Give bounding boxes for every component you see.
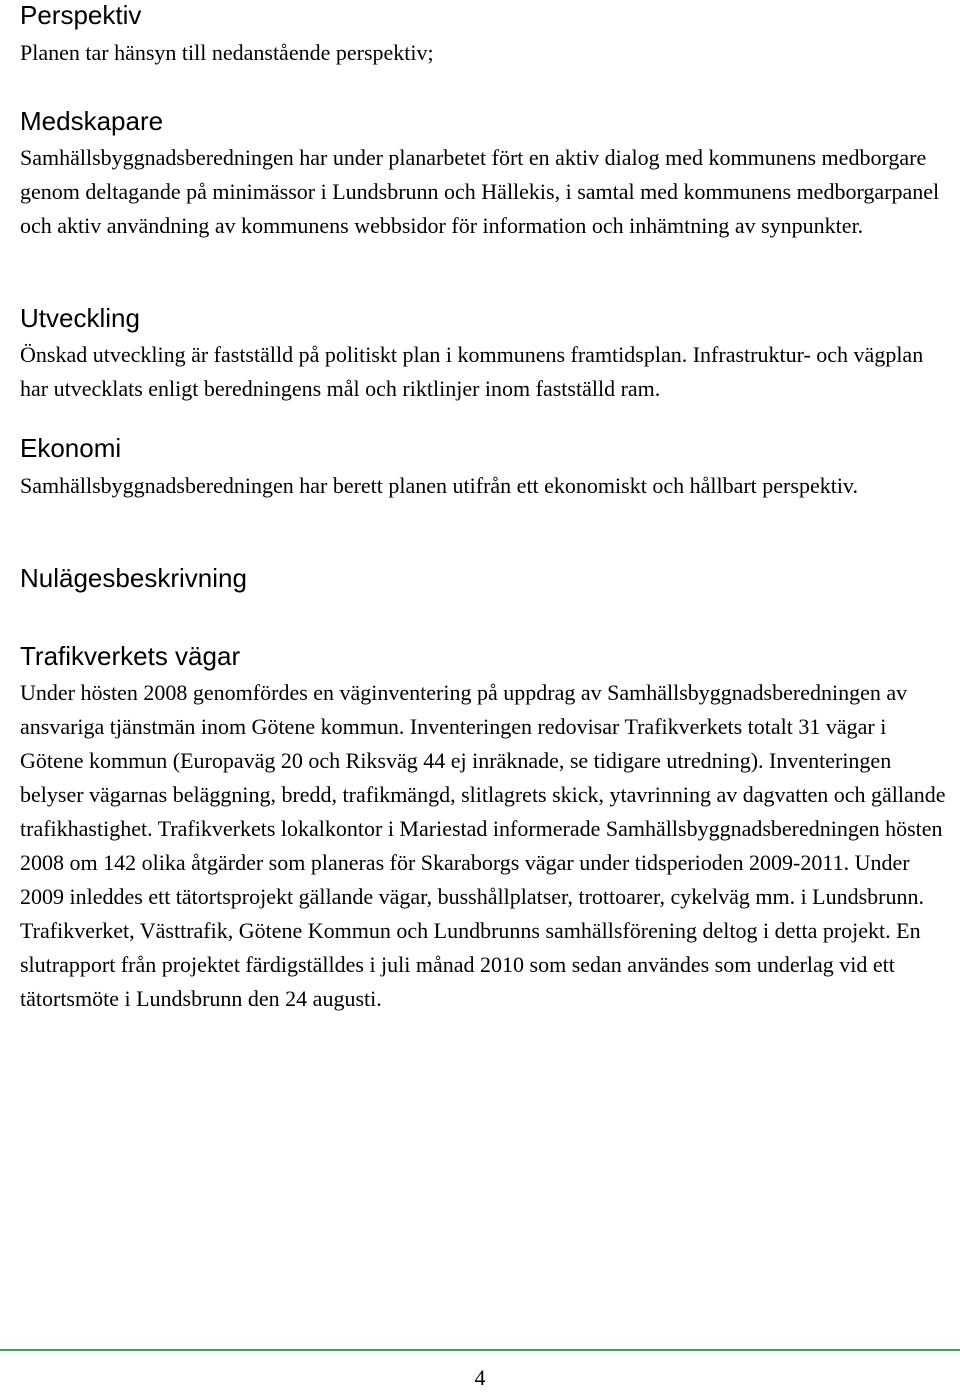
heading-trafikverkets-vagar: Trafikverkets vägar: [20, 641, 241, 671]
footer-divider: [0, 1349, 960, 1351]
heading-utveckling: Utveckling: [20, 303, 140, 333]
paragraph-ekonomi: Samhällsbyggnadsberedningen har berett planen utifrån ett ekonomiskt och hållbart perspektiv.: [20, 473, 858, 498]
paragraph-trafikverkets-vagar: Under hösten 2008 genomfördes en väginventering på uppdrag av Samhällsbyggnadsberedningen av ansvariga tjänstmän inom Götene kommun. Inventeringen redovisar Trafikverkets totalt 31 vägar i Götene kommun (Europaväg 20 och Riksväg 44 ej inräknade, se tidigare utredning). Inventeringen belyser vägarnas beläggning, bredd, trafikmängd, slitlagrets skick, ytavrinning av dagvatten och gällande trafikhastighet. Trafikverkets lokalkontor i Mariestad informerade Samhällsbyggnadsberedningen hösten 2008 om 142 olika åtgärder som planeras för Skaraborgs vägar under tidsperioden 2009-2011. Under 2009 inleddes ett tätortsprojekt gällande vägar, busshållplatser, trottoarer, cykelväg mm. i Lundsbrunn. Trafikverket, Västtrafik, Götene Kommun och Lundbrunns samhällsförening deltog i detta projekt. En slutrapport från projektet färdigställdes i juli månad 2010 som sedan användes som underlag vid ett tätortsmöte i Lundsbrunn den 24 augusti.: [20, 680, 946, 1011]
heading-nulagesbeskrivning: Nulägesbeskrivning: [20, 563, 247, 593]
paragraph-perspektiv: Planen tar hänsyn till nedanstående perspektiv;: [20, 40, 434, 65]
page-number: 4: [474, 1365, 486, 1390]
paragraph-medskapare: Samhällsbyggnadsberedningen har under planarbetet fört en aktiv dialog med kommunens medborgare genom deltagande på minimässor i Lundsbrunn och Hällekis, i samtal med kommunens medborgarpanel och aktiv användning av kommunens webbsidor för information och inhämtning av synpunkter.: [20, 145, 940, 238]
heading-ekonomi: Ekonomi: [20, 433, 122, 463]
heading-perspektiv: Perspektiv: [20, 0, 142, 30]
paragraph-utveckling: Önskad utveckling är fastställd på politiskt plan i kommunens framtidsplan. Infrastruktur- och vägplan har utvecklats enligt beredningens mål och riktlinjer inom fastställd ram.: [20, 342, 924, 401]
heading-medskapare: Medskapare: [20, 106, 164, 136]
